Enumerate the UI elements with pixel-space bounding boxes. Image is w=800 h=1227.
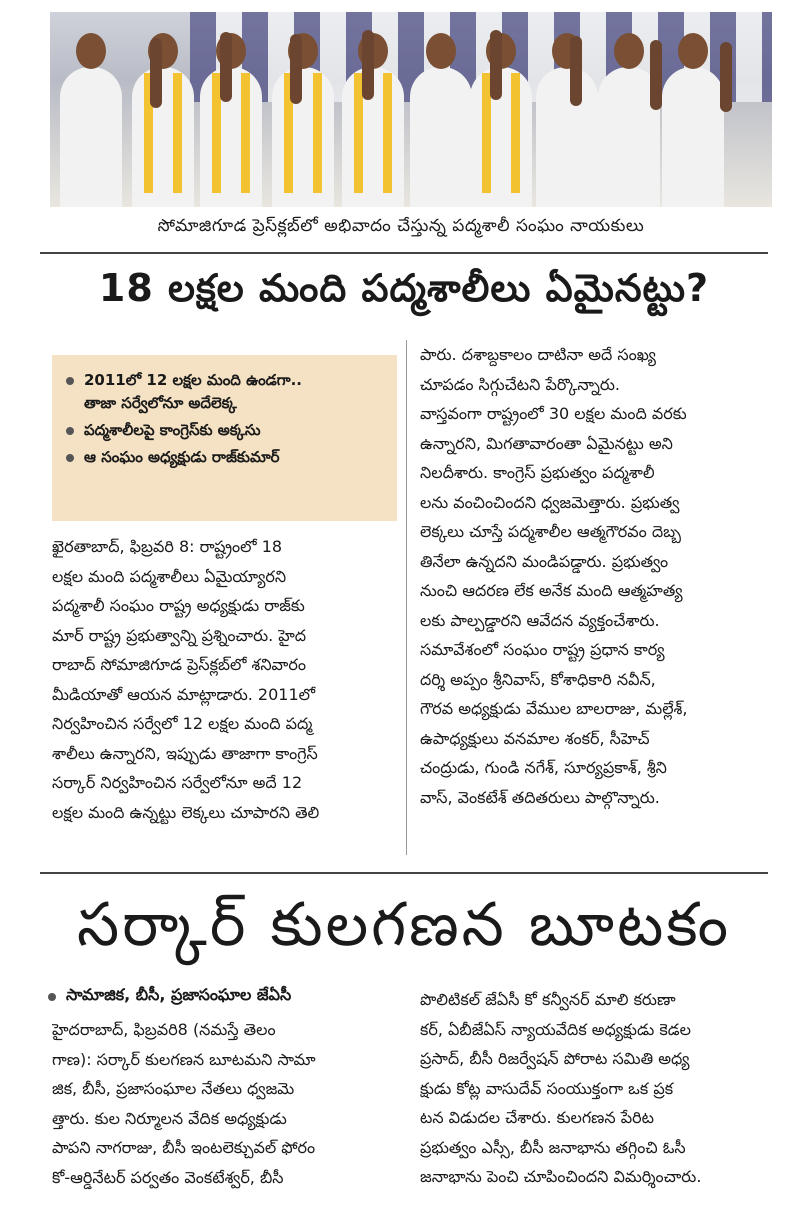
person-figure	[272, 67, 334, 207]
body-line: లను వంచించిందని ధ్వజమెత్తారు. ప్రభుత్వ	[420, 492, 680, 512]
person-figure	[60, 67, 122, 207]
highlight-item: పద్మశాలీలపై కాంగ్రెస్‌కు అక్కసు	[66, 417, 385, 444]
article-body-right	[420, 985, 772, 1192]
person-figure	[662, 67, 724, 207]
bullet-icon	[66, 454, 74, 462]
body-line: దర్శి అప్పం శ్రీనివాస్, కోశాధికారి నవీన్,	[420, 669, 656, 689]
body-line: తినేలా ఉన్నదని మండిపడ్డారు. ప్రభుత్వం	[420, 551, 669, 571]
body-line: లెక్కలు చూస్తే పద్మశాలీల ఆత్మగౌరవం దెబ్బ	[420, 522, 682, 541]
body-line: గాణ): సర్కార్ కులగణన బూటమని సామా	[52, 1049, 316, 1069]
body-line: పారు. దశాబ్దకాలం దాటినా అదే సంఖ్య	[420, 345, 656, 364]
highlight-item: ఆ సంఘం అధ్యక్షుడు రాజ్‌కుమార్	[66, 444, 385, 471]
body-line: శాలీలు ఉన్నారని, ఇప్పుడు తాజాగా కాంగ్రెస్	[52, 743, 318, 763]
person-figure	[536, 67, 598, 207]
bullet-icon	[66, 377, 74, 385]
body-line: పాపని నాగరాజు, బీసీ ఇంటలెక్చువల్ ఫోరం	[52, 1138, 316, 1157]
body-line: లకు పాల్పడ్డారని ఆవేదన వ్యక్తంచేశారు.	[420, 610, 660, 630]
article-headline: 18 లక్షల మంది పద్మశాలీలు ఏమైనట్టు?	[98, 266, 710, 310]
body-line: త్తారు. కుల నిర్మూలన వేదిక అధ్యక్షుడు	[52, 1108, 287, 1128]
body-line: మార్ రాష్ట్ర ప్రభుత్వాన్ని ప్రశ్నించారు. హైద	[52, 625, 307, 645]
photo-caption: సోమాజిగూడ ప్రెస్‌క్లబ్‌లో అభివాదం చేస్తున్న పద్మశాలీ సంఘం నాయకులు	[157, 216, 645, 236]
article-body-right	[420, 340, 772, 812]
body-line: చంద్రుడు, గుండి నగేశ్, సూర్యప్రకాశ్, శ్రీని	[420, 758, 667, 777]
article-headline: సర్కార్ కులగణన బూటకం	[76, 890, 732, 960]
body-line: పొలిటికల్ జేఏసీ కో కన్వీనర్ మాలి కరుణా	[420, 990, 676, 1009]
body-line: టన విడుదల చేశారు. కులగణన పేరిట	[420, 1108, 654, 1127]
body-line: హైదరాబాద్, ఫిబ్రవరి8 (నమస్తే తెలం	[52, 1020, 276, 1039]
body-line: చూపడం సిగ్గుచేటని పేర్కొన్నారు.	[420, 374, 620, 394]
bullet-icon	[48, 993, 56, 1001]
body-line: లక్షల మంది ఉన్నట్టు లెక్కలు చూపారని తెలి	[52, 802, 320, 822]
body-line: ఉన్నారని, మిగతావారంతా ఏమైనట్టు అని	[420, 433, 673, 453]
news-photo	[50, 12, 772, 207]
body-line: వాస్, వెంకటేశ్ తదితరులు పాల్గొన్నారు.	[420, 787, 660, 807]
body-line: ప్రభుత్వం ఎస్సీ, బీసీ జనాభాను తగ్గించి ఓసీ	[420, 1137, 686, 1157]
body-line: లక్షల మంది పద్మశాలీలు ఏమైయ్యారని	[52, 566, 287, 586]
body-line: ఉపాధ్యక్షులు వనమాల శంకర్, సీహెచ్	[420, 728, 650, 748]
highlight-item: 2011లో 12 లక్షల మంది ఉండగా..	[66, 367, 385, 394]
body-line: నుంచి ఆదరణ లేక అనేక మంది ఆత్మహత్య	[420, 581, 683, 600]
divider	[40, 252, 768, 254]
divider	[40, 872, 768, 874]
body-line: సమావేశంలో సంఘం రాష్ట్ర ప్రధాన కార్య	[420, 640, 665, 659]
body-line: వాస్తవంగా రాష్ట్రంలో 30 లక్షల మంది వరకు	[420, 404, 687, 423]
bullet-icon	[66, 427, 74, 435]
body-line: జిక, బీసీ, ప్రజాసంఘాల నేతలు ధ్వజమె	[52, 1079, 295, 1098]
body-line: పద్మశాలీ సంఘం రాష్ట్ర అధ్యక్షుడు రాజ్‌కు	[52, 596, 305, 615]
body-line: మీడియాతో ఆయన మాట్లాడారు. 2011లో	[52, 684, 316, 704]
body-line: నిర్వహించిన సర్వేలో 12 లక్షల మంది పద్మ	[52, 714, 313, 733]
body-line: గౌరవ అధ్యక్షుడు వేముల బాలరాజు, మల్లేశ్,	[420, 699, 688, 718]
article-subhead: సామాజిక, బీసీ, ప్రజాసంఘాల జేఏసీ	[48, 985, 291, 1008]
body-line: రాబాద్ సోమాజిగూడ ప్రెస్‌క్లబ్‌లో శనివారం	[52, 655, 306, 674]
body-line: క్షుడు కోట్ల వాసుదేవ్ సంయుక్తంగా ఒక ప్రక	[420, 1078, 674, 1098]
body-line: కో-ఆర్డినేటర్ పర్వతం వెంకటేశ్వర్, బీసీ	[52, 1167, 284, 1187]
body-line: కర్, ఏబీజేఏస్ న్యాయవేదిక అధ్యక్షుడు కెడల	[420, 1019, 691, 1039]
article-body-left	[52, 532, 397, 827]
body-line: ఖైరతాబాద్, ఫిబ్రవరి 8: రాష్ట్రంలో 18	[52, 537, 283, 556]
person-figure	[132, 67, 194, 207]
article-body-left	[52, 1015, 397, 1192]
highlights-box	[52, 355, 397, 521]
body-line: ప్రసాద్, బీసీ రిజర్వేషన్ పోరాట సమితి అధ్య	[420, 1049, 690, 1068]
person-figure	[410, 67, 472, 207]
highlight-item-continuation: తాజా సర్వేలోనూ అదేలెక్క	[84, 394, 237, 412]
body-line: జనాభాను పెంచి చూపించిందని విమర్శించారు.	[420, 1167, 702, 1186]
column-divider	[406, 340, 407, 855]
body-line: నిలదీశారు. కాంగ్రెస్ ప్రభుత్వం పద్మశాలీ	[420, 463, 655, 482]
body-line: సర్కార్ నిర్వహించిన సర్వేలోనూ అదే 12	[52, 773, 303, 792]
